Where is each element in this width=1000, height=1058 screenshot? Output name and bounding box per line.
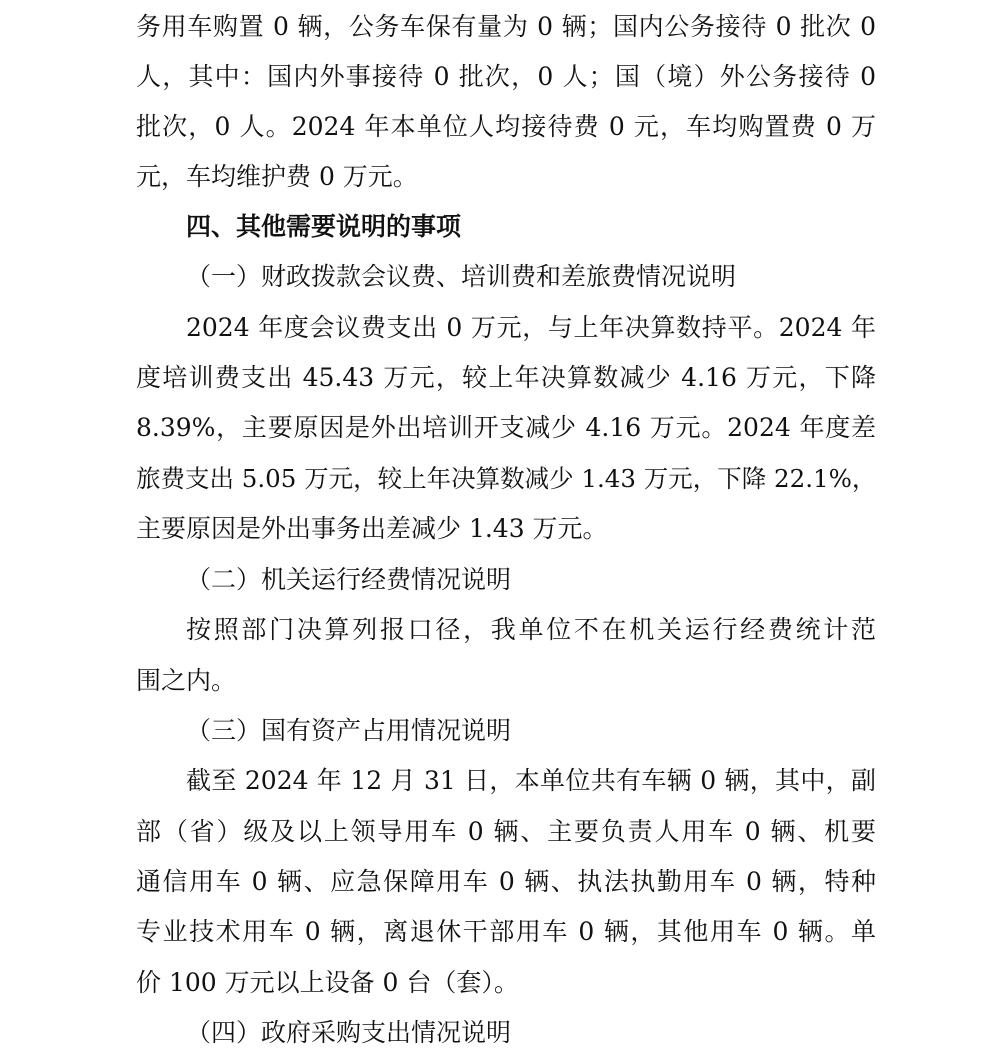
subsection-heading-1: （一）财政拨款会议费、培训费和差旅费情况说明 xyxy=(186,262,737,291)
body-text-line: 度培训费支出 45.43 万元，较上年决算数减少 4.16 万元，下降 xyxy=(136,363,876,392)
subsection-heading-4: （四）政府采购支出情况说明 xyxy=(186,1018,512,1047)
body-text-line: 2024 年度会议费支出 0 万元，与上年决算数持平。2024 年 xyxy=(186,313,876,342)
body-text-line: 元，车均维护费 0 万元。 xyxy=(136,162,418,191)
body-text-line: 部（省）级及以上领导用车 0 辆、主要负责人用车 0 辆、机要 xyxy=(136,817,876,846)
subsection-heading-2: （二）机关运行经费情况说明 xyxy=(186,565,512,594)
body-text-line: 通信用车 0 辆、应急保障用车 0 辆、执法执勤用车 0 辆，特种 xyxy=(136,867,876,896)
body-text-line: 专业技术用车 0 辆，离退休干部用车 0 辆，其他用车 0 辆。单 xyxy=(136,917,876,946)
subsection-heading-3: （三）国有资产占用情况说明 xyxy=(186,716,512,745)
body-text-line: 人，其中：国内外事接待 0 批次，0 人；国（境）外公务接待 0 xyxy=(136,62,876,91)
body-text-line: 务用车购置 0 辆，公务车保有量为 0 辆；国内公务接待 0 批次 0 xyxy=(136,12,876,41)
body-text-line: 围之内。 xyxy=(136,666,237,695)
body-text-line: 批次，0 人。2024 年本单位人均接待费 0 元，车均购置费 0 万 xyxy=(136,112,876,141)
body-text-line: 价 100 万元以上设备 0 台（套）。 xyxy=(136,968,519,997)
section-heading-4: 四、其他需要说明的事项 xyxy=(186,212,462,241)
body-text-line: 8.39%，主要原因是外出培训开支减少 4.16 万元。2024 年度差 xyxy=(136,413,876,442)
body-text-line: 截至 2024 年 12 月 31 日，本单位共有车辆 0 辆，其中，副 xyxy=(186,766,876,795)
body-text-line: 旅费支出 5.05 万元，较上年决算数减少 1.43 万元，下降 22.1%， xyxy=(136,464,877,493)
body-text-line: 按照部门决算列报口径，我单位不在机关运行经费统计范 xyxy=(186,615,876,644)
body-text-line: 主要原因是外出事务出差减少 1.43 万元。 xyxy=(136,514,608,543)
